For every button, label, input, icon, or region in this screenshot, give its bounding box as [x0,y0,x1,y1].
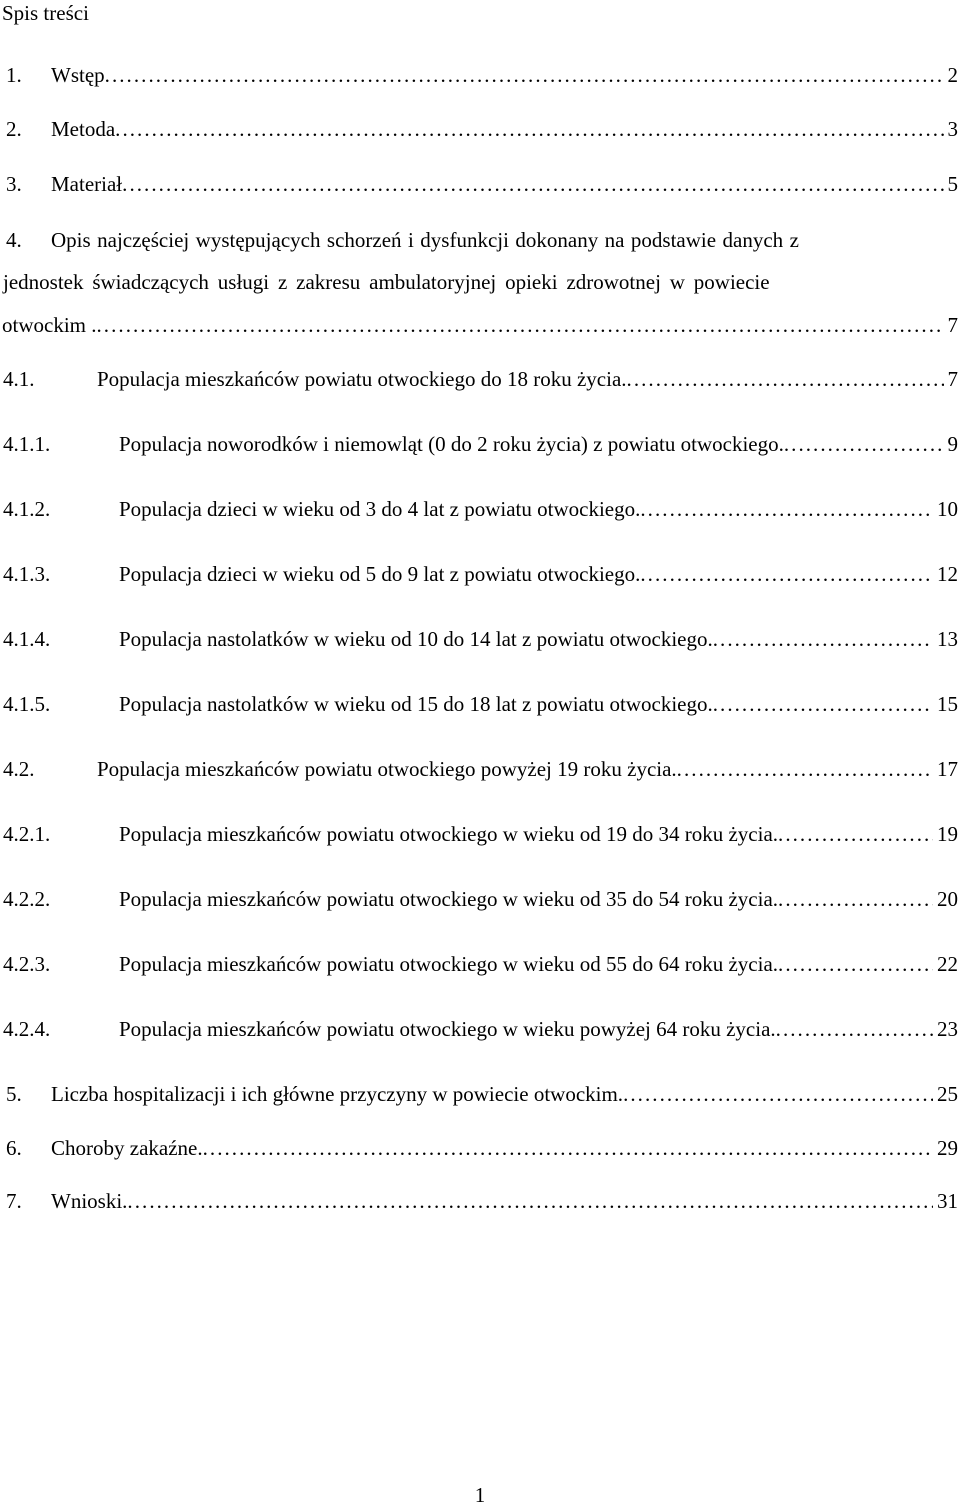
toc-entry-page: 25 [933,1081,958,1107]
toc-entry-number: 7. [6,1189,22,1213]
toc-entry-number: 4.1. [3,367,35,391]
toc-leader-dots [97,312,944,338]
toc-entry-page: 17 [933,756,958,782]
toc-entry-page: 31 [933,1188,958,1214]
toc-entry-page: 9 [944,431,959,457]
toc-entry-7[interactable] [0,1188,958,1214]
toc-entry-number: 4.2.3. [3,952,51,976]
toc-leader-dots [623,1081,933,1107]
toc-leader-dots [105,62,944,88]
toc-entry-label: Populacja mieszkańców powiatu otwockiego do 18 roku życia. [97,367,627,391]
toc-entry-number: 3. [6,172,22,196]
toc-entry-page: 29 [933,1135,958,1161]
toc-entry-1[interactable] [0,62,958,88]
toc-entry-label: Populacja nastolatków w wieku od 10 do 14 lat z powiatu otwockiego. [119,627,713,651]
toc-entry-number: 4.1.4. [3,627,51,651]
toc-entry-4-1[interactable] [0,366,958,392]
toc-entry-page: 7 [944,312,959,338]
toc-entry-page: 20 [933,886,958,912]
toc-entry-number: 2. [6,117,22,141]
toc-entry-label-line2: jednostek świadczących usługi z zakresu ambulatoryjnej opieki zdrowotnej w powiecie [3,270,770,294]
toc-entry-label: Populacja mieszkańców powiatu otwockiego powyżej 19 roku życia. [97,757,677,781]
toc-leader-dots [122,171,943,197]
toc-leader-dots [627,366,944,392]
toc-entry-label: Populacja dzieci w wieku od 5 do 9 lat z powiatu otwockiego. [119,562,641,586]
toc-entry-page: 12 [933,561,958,587]
toc-entry-page: 5 [944,171,959,197]
toc-leader-dots [776,1016,933,1042]
toc-entry-number: 4.1.2. [3,497,51,521]
toc-leader-dots [127,1188,933,1214]
toc-entry-4-1-2[interactable] [0,496,958,522]
toc-entry-4-line1[interactable] [0,227,958,253]
toc-entry-number: 4.2.1. [3,822,51,846]
toc-entry-label: Materiał [51,172,123,196]
toc-entry-4-1-1[interactable] [0,431,958,457]
toc-entry-4-1-4[interactable] [0,626,958,652]
toc-leader-dots [203,1135,933,1161]
toc-entry-label: Wnioski. [51,1189,128,1213]
toc-entry-4-2-4[interactable] [0,1016,958,1042]
toc-entry-label: Choroby zakaźne. [51,1136,203,1160]
toc-leader-dots [778,951,933,977]
toc-entry-number: 5. [6,1082,22,1106]
toc-entry-4-1-5[interactable] [0,691,958,717]
toc-entry-number: 4.2. [3,757,35,781]
toc-entry-page: 22 [933,951,958,977]
toc-leader-dots [778,821,933,847]
toc-entry-number: 1. [6,63,22,87]
toc-entry-3[interactable] [0,171,958,197]
toc-leader-dots [115,116,943,142]
toc-entry-page: 7 [944,366,959,392]
toc-entry-number: 4.1.1. [3,432,51,456]
toc-leader-dots [713,691,933,717]
toc-leader-dots [713,626,933,652]
toc-entry-label: Populacja mieszkańców powiatu otwockiego w wieku powyżej 64 roku życia. [119,1017,776,1041]
toc-entry-number: 4.2.2. [3,887,51,911]
toc-entry-4-line2[interactable] [0,269,958,295]
toc-entry-number: 4.2.4. [3,1017,51,1041]
toc-entry-label-line1: Opis najczęściej występujących schorzeń i dysfunkcji dokonany na podstawie danych z [51,228,799,252]
toc-entry-label: Wstęp [51,63,105,87]
toc-entry-4-line3[interactable] [2,312,958,338]
toc-entry-4-2[interactable] [0,756,958,782]
toc-entry-label: Populacja noworodków i niemowląt (0 do 2 roku życia) z powiatu otwockiego. [119,432,784,456]
toc-entry-label: Metoda [51,117,116,141]
toc-entry-4-1-3[interactable] [0,561,958,587]
toc-entry-5[interactable] [0,1081,958,1107]
toc-entry-2[interactable] [0,116,958,142]
toc-leader-dots [677,756,933,782]
toc-entry-label: Populacja mieszkańców powiatu otwockiego w wieku od 35 do 54 roku życia. [119,887,779,911]
toc-entry-page: 23 [933,1016,958,1042]
toc-entry-label-line3: otwockim . [2,313,97,337]
toc-entry-number: 6. [6,1136,22,1160]
toc-entry-4-2-3[interactable] [0,951,958,977]
toc-leader-dots [778,886,933,912]
toc-entry-4-2-1[interactable] [0,821,958,847]
toc-entry-page: 2 [944,62,959,88]
toc-entry-label: Populacja mieszkańców powiatu otwockiego w wieku od 55 do 64 roku życia. [119,952,779,976]
toc-title: Spis treści [2,1,89,25]
toc-entry-label: Liczba hospitalizacji i ich główne przyczyny w powiecie otwockim. [51,1082,624,1106]
toc-leader-dots [640,561,933,587]
toc-entry-label: Populacja nastolatków w wieku od 15 do 18 lat z powiatu otwockiego. [119,692,713,716]
toc-entry-number: 4.1.5. [3,692,51,716]
toc-entry-page: 10 [933,496,958,522]
toc-leader-dots [640,496,933,522]
toc-entry-page: 15 [933,691,958,717]
toc-leader-dots [784,431,944,457]
toc-entry-page: 3 [944,116,959,142]
toc-entry-label: Populacja dzieci w wieku od 3 do 4 lat z powiatu otwockiego. [119,497,641,521]
toc-entry-6[interactable] [0,1135,958,1161]
toc-entry-page: 13 [933,626,958,652]
toc-entry-number: 4. [6,228,22,252]
toc-entry-number: 4.1.3. [3,562,51,586]
toc-entry-4-2-2[interactable] [0,886,958,912]
toc-entry-label: Populacja mieszkańców powiatu otwockiego w wieku od 19 do 34 roku życia. [119,822,779,846]
toc-entry-page: 19 [933,821,958,847]
page-number: 1 [474,1483,486,1507]
